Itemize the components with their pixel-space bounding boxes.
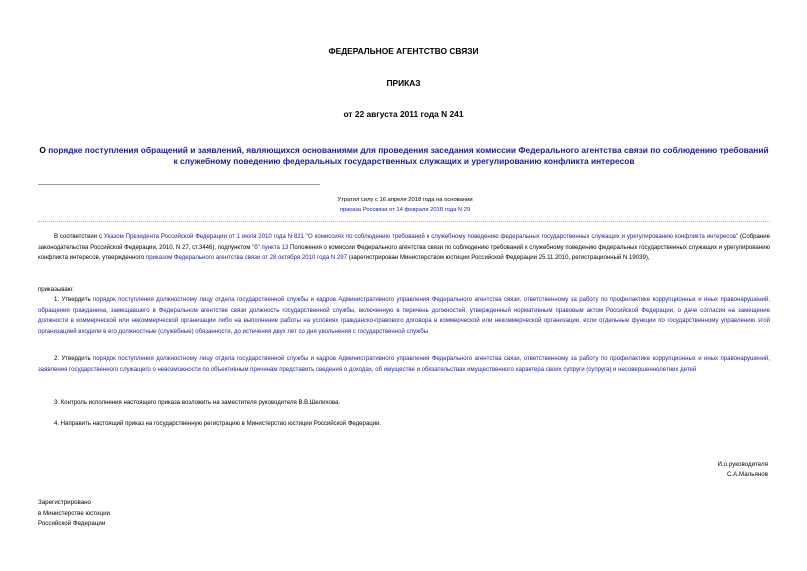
preamble-text-3: Положения о комиссии Федерального агентства связи по соблюдению требований к служебному поведению федеральных государственных служащих и урегулированию конфликта интересов, утвержденного [38,244,770,262]
item-1-text: 1. Утвердить [54,297,94,303]
item-2-paragraph [38,354,770,375]
signatory-position: И.о.руководителя [717,461,768,468]
note-divider [38,221,770,222]
registration-line-2: в Министерстве юстиции [38,509,111,517]
subclause-link[interactable]: "б" пункта 13 [252,244,289,251]
title-prefix: О [39,145,49,155]
registration-line-1: Зарегистрировано [38,499,91,506]
item-1-link[interactable]: порядок поступления должностному лицу отдела государственной службы и кадров Административного управления Федерального агентства связи, ответственному за работу по профилактике коррупционных и иных правонарушений, обращения гражданина, замещавшего в Федеральном агентстве связи должность государственной службы, включенную в перечень должностей, утвержденный нормативным правовым актом Российской Федерации, о даче согласия на замещение должности в коммерческой или некоммерческой организации либо на выполнение работы на условиях гражданско-правового договора в коммерческой или некоммерческой организации, если отдельные функции по государственному управлению этой организацией входили в его должностные (служебные) обязанности, до истечения двух лет со дня увольнения с государственной службы [38,297,770,335]
status-note-link[interactable]: приказа Россвязи от 14 февраля 2018 года N 29 [339,207,471,213]
registration-block [38,498,110,530]
item-1-paragraph [38,295,770,337]
preamble-paragraph [38,232,770,264]
item-2-link[interactable]: порядок поступления должностному лицу отдела государственной службы и кадров Административного управления Федерального агентства связи, ответственному за работу по профилактике коррупционных и иных правонарушений, заявления государственного служащего о невозможности по объективным причинам представить сведения о доходах, об имуществе и обязательствах имущественного характера своих супруги (супруга) и несовершеннолетних детей [38,356,770,373]
status-note-line1: Утратил силу с 16 апреля 2018 года на основании [337,197,473,203]
order-297-link[interactable]: приказом Федерального агентства связи от 28 октября 2010 года N 297 [145,255,348,262]
page-title [38,145,770,167]
signatory-name: С.А.Мальянов [726,471,768,479]
preamble-text-1: В соответствии с [54,234,104,240]
item-3-paragraph: 3. Контроль исполнения настоящего приказа возложить на заместителя руководителя В.В.Шелихова. [54,400,341,406]
item-4-paragraph: 4. Направить настоящий приказ на государственную регистрацию в Министерство юстиции Российской Федерации. [54,421,382,427]
registration-line-3: Российской Федерации [38,520,106,528]
item-2-text: 2. Утвердить [54,356,94,362]
signature-block [717,460,768,481]
title-divider [38,184,320,185]
preamble-text-4: (зарегистрирован Министерством юстиции Российской Федерации 25.11.2010, регистрационный N 19039), [347,255,650,262]
preamble-text-2: (Собрание законодательства Российской Федерации, 2010, N 27, ст.3446), подпунктом [38,234,770,251]
doc-date-number: от 22 августа 2011 года N 241 [343,109,464,119]
agency-name: ФЕДЕРАЛЬНОЕ АГЕНТСТВО СВЯЗИ [328,46,479,56]
decree-link[interactable]: Указом Президента Российской Федерации от 1 июля 2010 года N 821 "О комиссиях по соблюдению требований к служебному поведению федеральных государственных служащих и урегулированию конфликта интересов" [103,234,739,240]
doc-type: ПРИКАЗ [386,78,421,88]
orders-label: приказываю: [38,287,74,293]
status-note [290,195,520,215]
title-link[interactable]: порядке поступления обращений и заявлений, являющихся основаниями для проведения заседания комиссии Федерального агентства связи по соблюдению требований к служебному поведению федеральных государственных служащих и урегулированию конфликта интересов [48,145,769,166]
